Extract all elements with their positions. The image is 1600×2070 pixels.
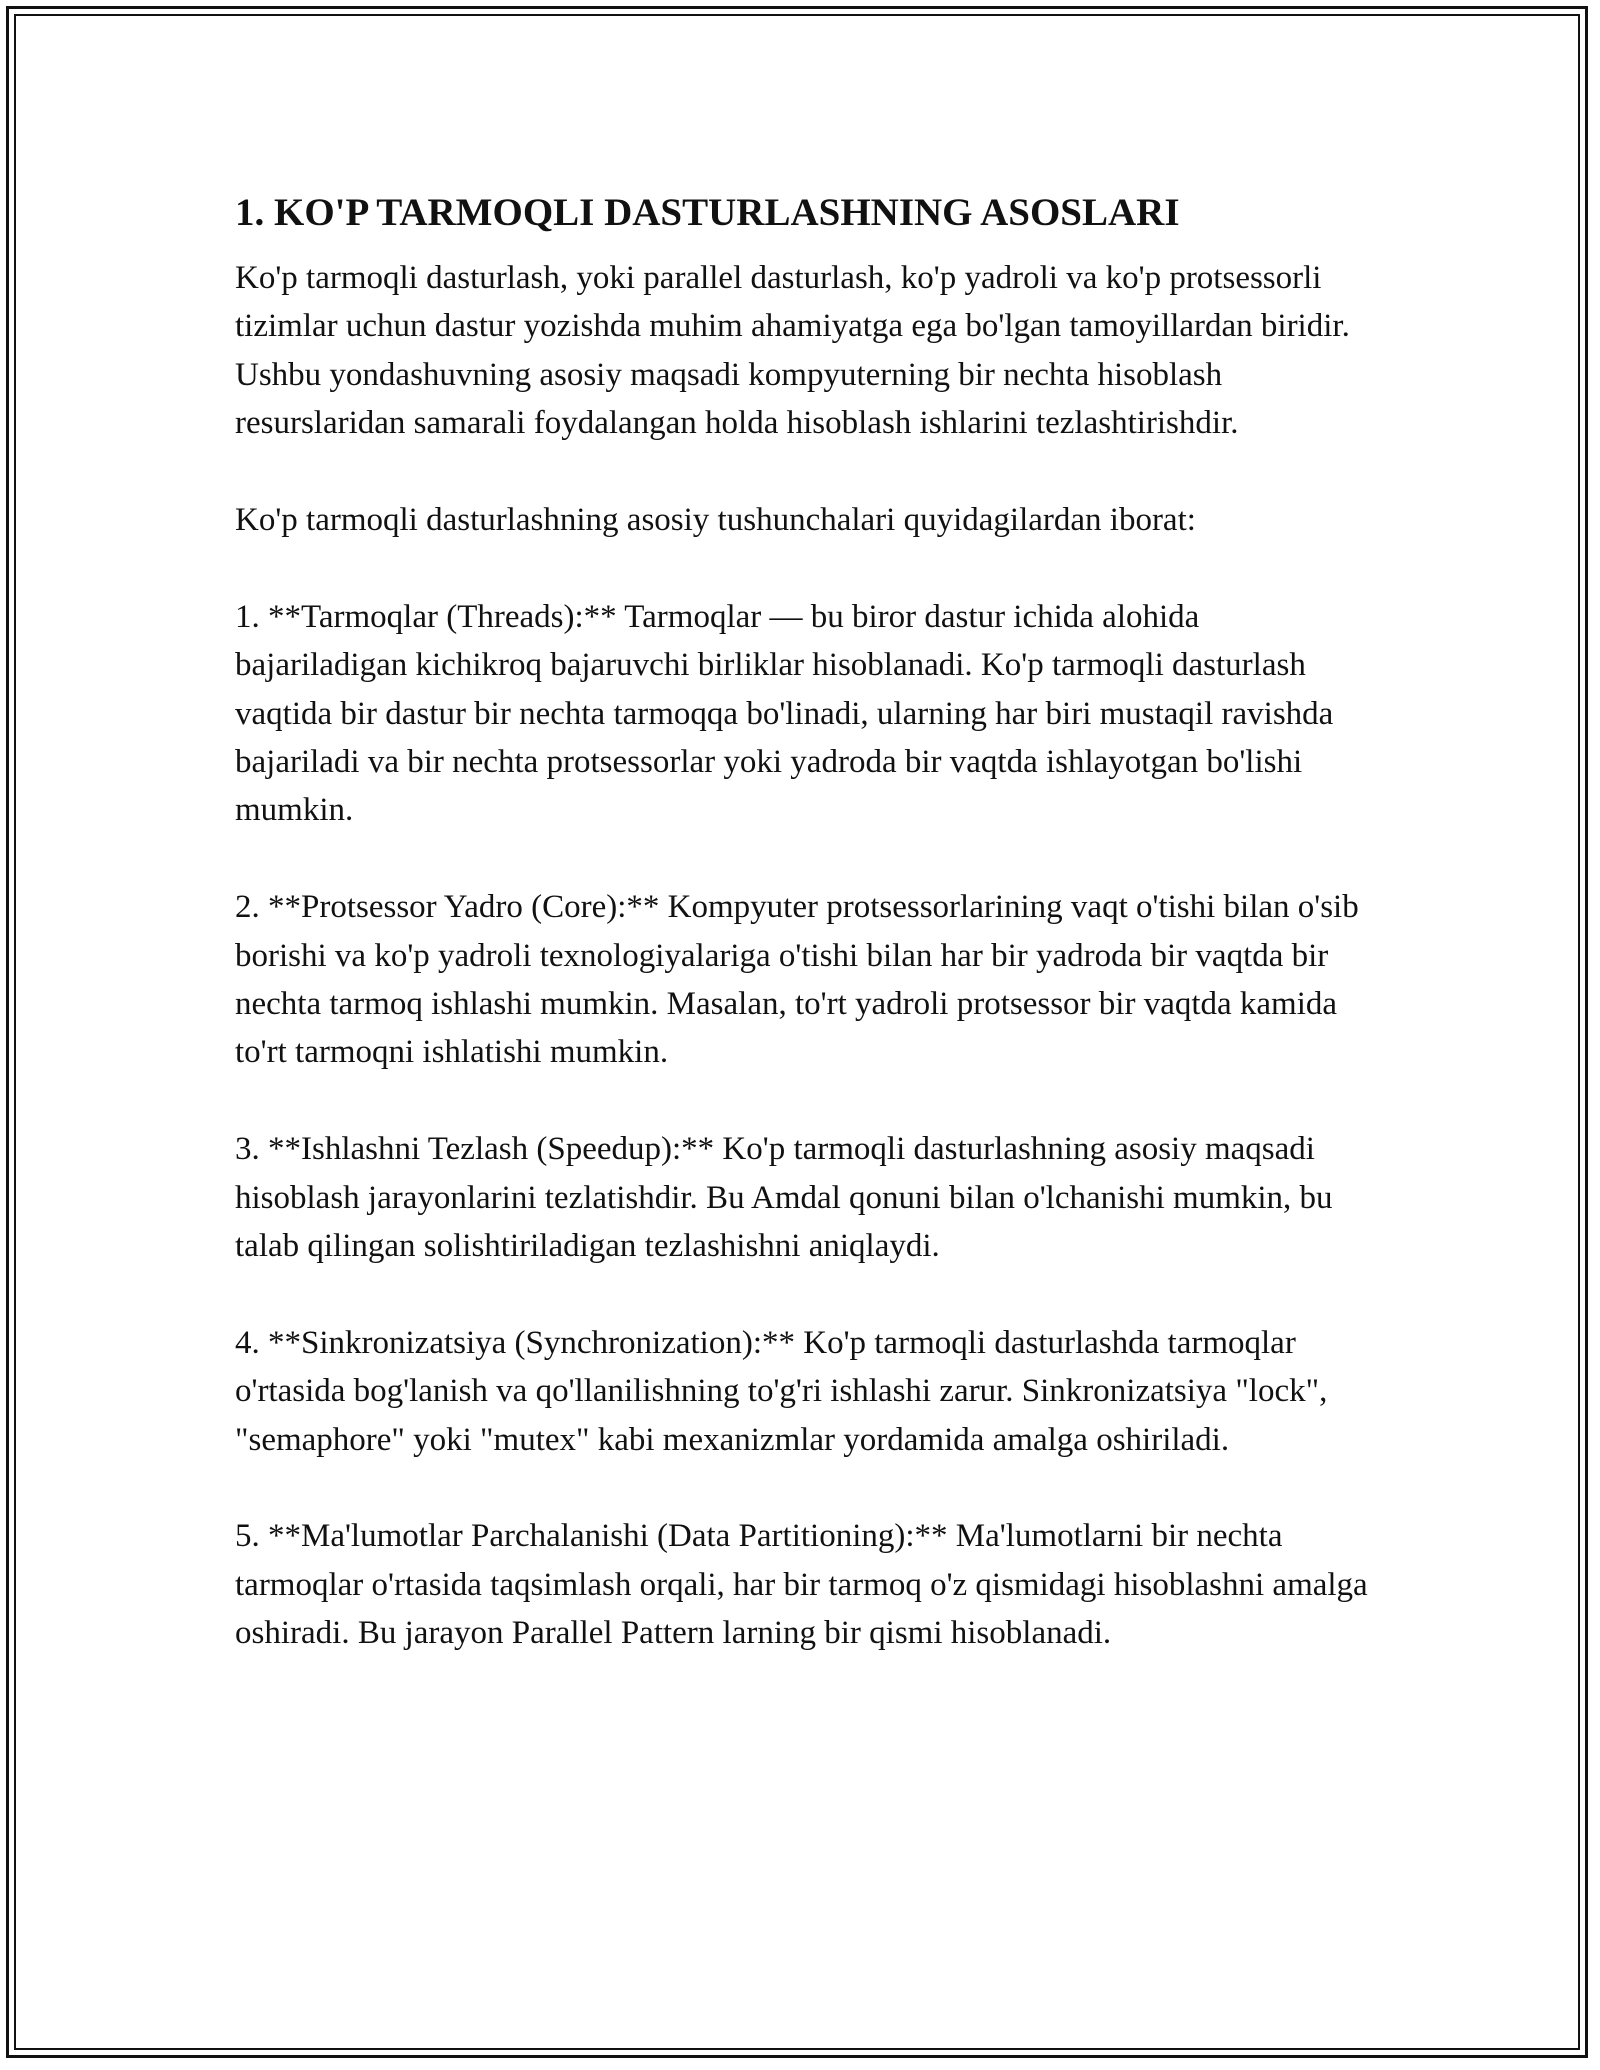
list-item-data-partitioning: 5. **Ma'lumotlar Parchalanishi (Data Partitioning):** Ma'lumotlarni bir nechta tarmoqlar o'rtasida taqsimlash orqali, har bir tarmoq o'z qismidagi hisoblashni amalga oshiradi. Bu jarayon Parallel Pattern larning bir qismi hisoblanadi. <box>235 1518 1368 1652</box>
list-item-core: 2. **Protsessor Yadro (Core):** Kompyuter protsessorlarining vaqt o'tishi bilan o'sib borishi va ko'p yadroli texnologiyalariga o'tishi bilan har bir yadroda bir vaqtda bir nechta tarmoq ishlashi mumkin. Masalan, to'rt yadroli protsessor bir vaqtda kamida to'rt tarmoqni ishlatishi mumkin. <box>235 889 1359 1071</box>
list-item-synchronization: 4. **Sinkronizatsiya (Synchronization):** Ko'p tarmoqli dasturlashda tarmoqlar o'rtasida bog'lanish va qo'llanilishning to'g'ri ishlashi zarur. Sinkronizatsiya "lock", "semaphore" yoki "mutex" kabi mexanizmlar yordamida amalga oshiriladi. <box>235 1324 1328 1458</box>
page-title: 1. KO'P TARMOQLI DASTURLASHNING ASOSLARI <box>235 191 1180 234</box>
list-item-threads: 1. **Tarmoqlar (Threads):** Tarmoqlar — bu biror dastur ichida alohida bajariladigan kichikroq bajaruvchi birliklar hisoblanadi. Ko'p tarmoqli dasturlash vaqtida bir dastur bir nechta tarmoqqa bo'linadi, ularning har biri mustaqil ravishda bajariladi va bir nechta protsessorlar yoki yadroda bir vaqtda ishlayotgan bo'lishi mumkin. <box>235 598 1334 829</box>
list-item-speedup: 3. **Ishlashni Tezlash (Speedup):** Ko'p tarmoqli dasturlashning asosiy maqsadi hisoblash jarayonlarini tezlatishdir. Bu Amdal qonuni bilan o'lchanishi mumkin, bu talab qilingan solishtiriladigan tezlashishni aniqlaydi. <box>235 1131 1333 1265</box>
concepts-lead-paragraph: Ko'p tarmoqli dasturlashning asosiy tushunchalari quyidagilardan iborat: <box>235 502 1196 539</box>
intro-paragraph: Ko'p tarmoqli dasturlash, yoki parallel dasturlash, ko'p yadroli va ko'p protsessorli tizimlar uchun dastur yozishda muhim ahamiyatga ega bo'lgan tamoyillardan biridir. Ushbu yondashuvning asosiy maqsadi kompyuterning bir nechta hisoblash resurslaridan samarali foydalangan holda hisoblash ishlarini tezlashtirishdir. <box>235 260 1350 442</box>
document-body <box>235 186 1375 1658</box>
